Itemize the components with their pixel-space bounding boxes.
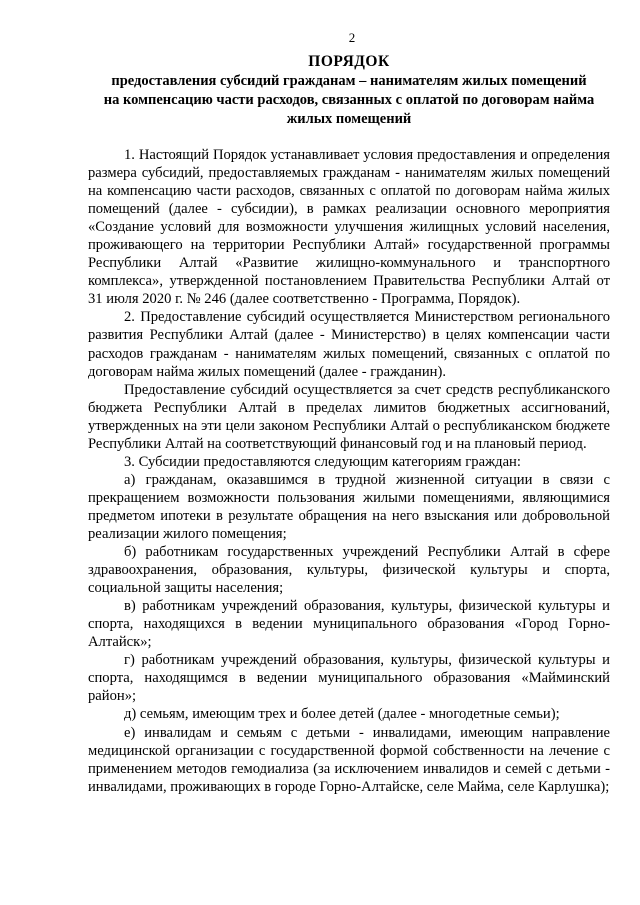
page-number: 2: [348, 30, 356, 45]
list-item-a: а) гражданам, оказавшимся в трудной жизненной ситуации в связи с прекращением возможности пользования жилыми помещениями, являющимися предметом ипотеки в результате обращения на него взыскания или добровольной реализации жилого помещения;: [88, 471, 610, 542]
paragraph-2: 2. Предоставление субсидий осуществляется Министерством регионального развития Республики Алтай (далее - Министерство) в целях компенсации части расходов гражданам - нанимателям жилых помещений, связанных с оплатой по договорам найма жилых помещений (далее - гражданин).: [88, 309, 610, 380]
list-item-e: е) инвалидам и семьям с детьми - инвалидами, имеющим направление медицинской организации с государственной формой собственности на лечение с применением методов гемодиализа (за исключением инвалидов и семей с детьми - инвалидами, проживающих в городе Горно-Алтайске, селе Майма, селе Карлушка);: [88, 724, 610, 795]
paragraph-2-funding: Предоставление субсидий осуществляется за счет средств республиканского бюджета Республики Алтай в пределах лимитов бюджетных ассигнований, утвержденных на эти цели законом Республики Алтай о республиканском бюджете Республики Алтай на соответствующий финансовый год и на плановый период.: [88, 381, 610, 452]
document-page: [88, 30, 610, 796]
document-subtitle: предоставления субсидий гражданам – нанимателям жилых помещений на компенсацию части расходов, связанных с оплатой по договорам найма жилых помещений: [103, 73, 595, 127]
list-item-g: г) работникам учреждений образования, культуры, физической культуры и спорта, находящимся в ведении муниципального образования «Майминский район»;: [88, 652, 610, 705]
list-item-b: б) работникам государственных учреждений Республики Алтай в сфере здравоохранения, образования, культуры, физической культуры и спорта, социальной защиты населения;: [88, 544, 610, 597]
document-body: [88, 146, 610, 796]
paragraph-1: 1. Настоящий Порядок устанавливает условия предоставления и определения размера субсидий, предоставляемых гражданам - нанимателям жилых помещений на компенсацию части расходов, связанных с оплатой по договорам найма жилых помещений (далее - субсидии), в рамках реализации основного мероприятия «Создание условий для возможности улучшения жилищных условий населения, проживающего на территории Республики Алтай» государственной программы Республики Алтай «Развитие жилищно-коммунального и транспортного комплекса», утвержденной постановлением Правительства Республики Алтай от 31 июля 2020 г. № 246 (далее соответственно - Программа, Порядок).: [88, 147, 610, 308]
paragraph-3: 3. Субсидии предоставляются следующим категориям граждан:: [124, 453, 521, 470]
list-item-d: д) семьям, имеющим трех и более детей (далее - многодетные семьи);: [124, 706, 560, 723]
document-title: ПОРЯДОК: [308, 53, 390, 70]
list-item-v: в) работникам учреждений образования, культуры, физической культуры и спорта, находящихся в ведении муниципального образования «Город Горно-Алтайск»;: [88, 598, 610, 651]
